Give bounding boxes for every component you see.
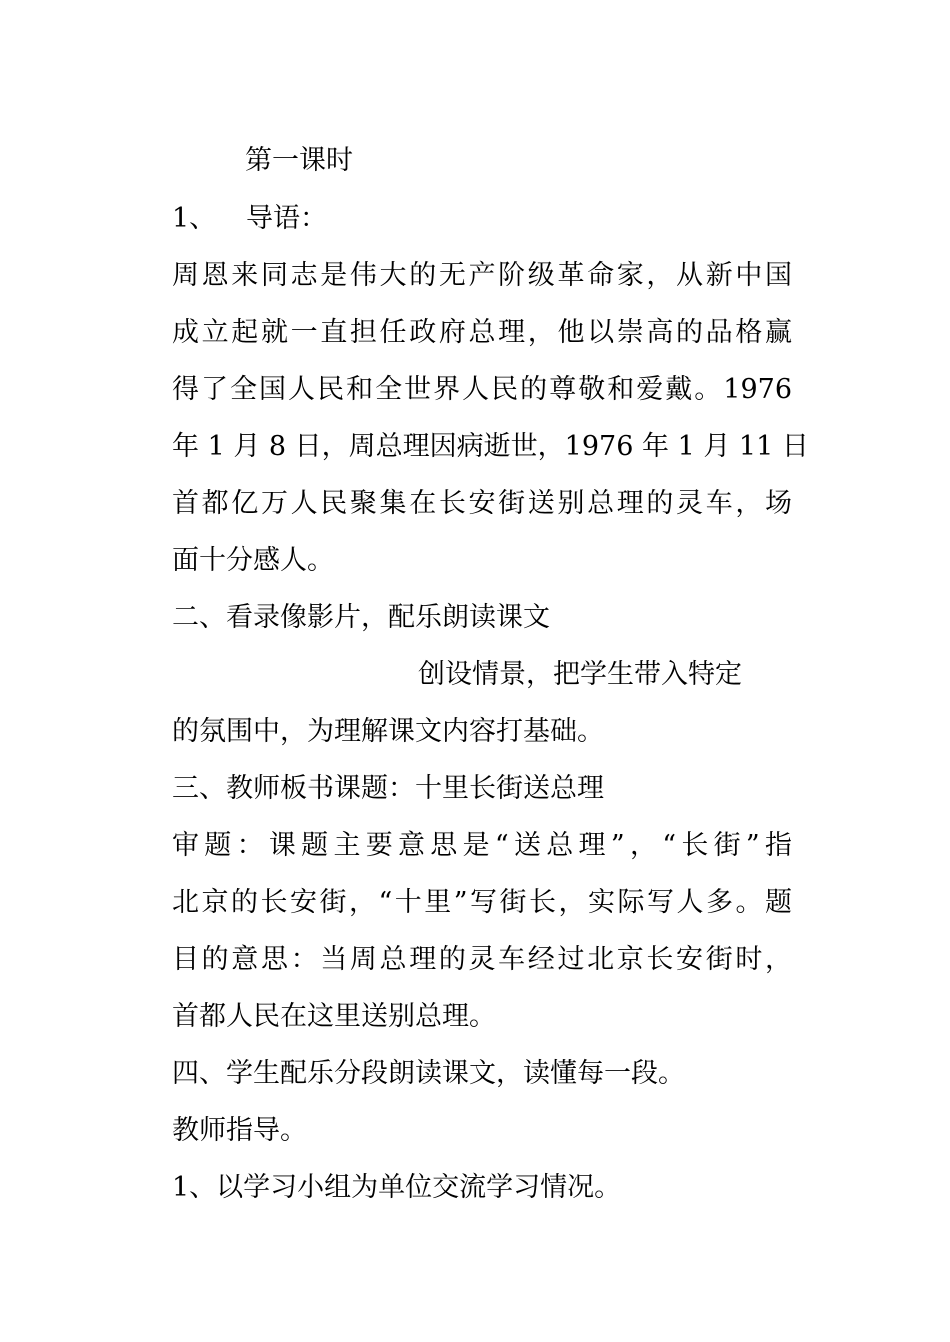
section-title: 第一课时 — [245, 145, 353, 176]
paragraph-line: 首都人民在这里送别总理。 — [172, 1001, 496, 1032]
paragraph-line: 审题：课题主要意思是“送总理”，“长街”指 — [172, 830, 792, 861]
paragraph-line: 得了全国人民和全世界人民的尊敬和爱戴。1976 — [172, 374, 792, 405]
paragraph-line: 周恩来同志是伟大的无产阶级革命家，从新中国 — [172, 260, 792, 291]
paragraph-line: 首都亿万人民聚集在长安街送别总理的灵车，场 — [172, 488, 792, 519]
paragraph-line: 北京的长安街，“十里”写街长，实际写人多。题 — [172, 887, 792, 918]
teacher-guide: 教师指导。 — [172, 1115, 307, 1146]
item-1-label: 导语： — [246, 203, 327, 234]
heading-3: 三、教师板书课题：十里长街送总理 — [172, 773, 604, 804]
item-1-heading — [172, 201, 792, 237]
item-1-number: 1、 — [172, 203, 217, 234]
paragraph-line: 面十分感人。 — [172, 545, 334, 576]
paragraph-line: 创设情景，把学生带入特定 — [418, 659, 742, 690]
heading-2: 二、看录像影片，配乐朗读课文 — [172, 602, 550, 633]
paragraph-line: 成立起就一直担任政府总理，他以崇高的品格赢 — [172, 317, 792, 348]
list-item: 1、以学习小组为单位交流学习情况。 — [172, 1172, 622, 1203]
paragraph-line: 目的意思：当周总理的灵车经过北京长安街时， — [172, 944, 792, 975]
paragraph-line: 年 1 月 8 日，周总理因病逝世，1976 年 1 月 11 日 — [172, 431, 809, 462]
paragraph-line: 的氛围中，为理解课文内容打基础。 — [172, 716, 604, 747]
heading-4: 四、学生配乐分段朗读课文，读懂每一段。 — [172, 1058, 685, 1089]
